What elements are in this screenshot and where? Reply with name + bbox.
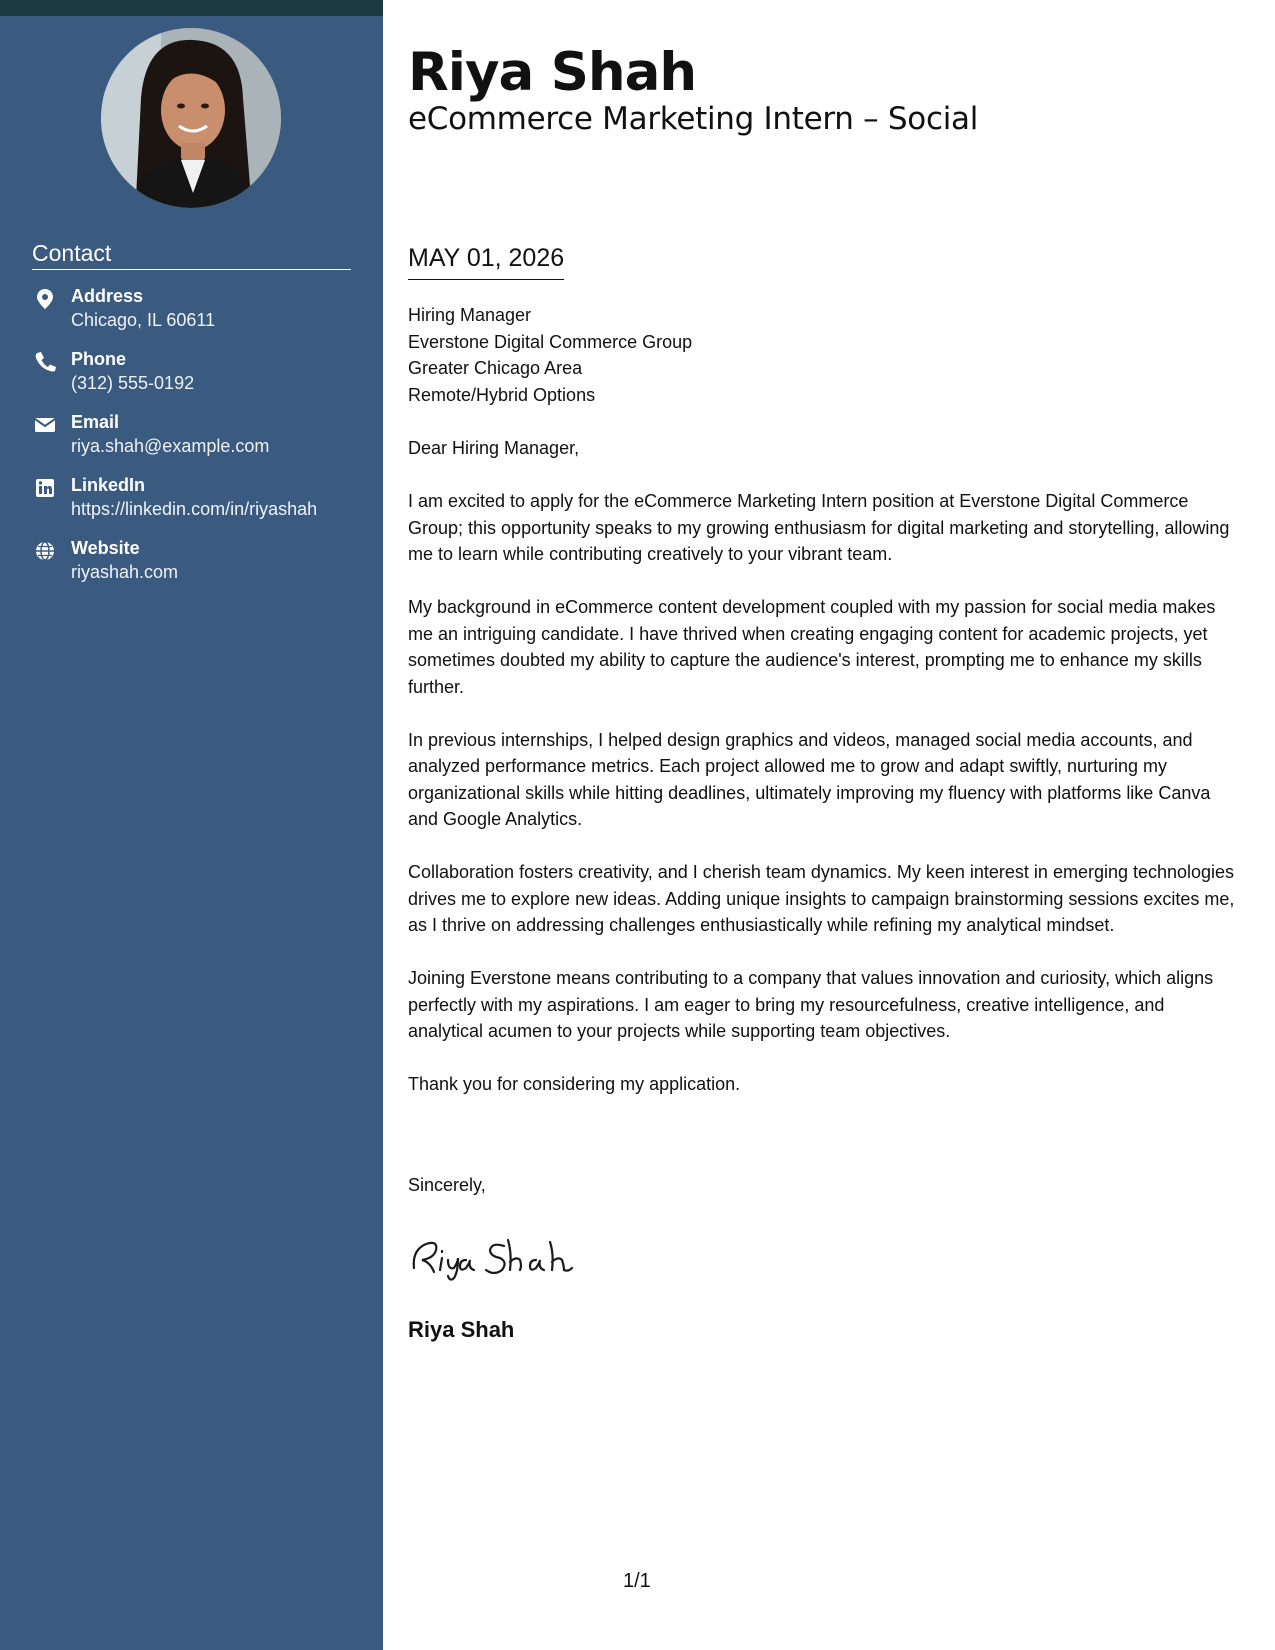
linkedin-icon	[32, 477, 58, 499]
body-paragraph: Thank you for considering my application.	[408, 1074, 741, 1094]
body-paragraph: My background in eCommerce content development coupled with my passion for social media makes me an intriguing candidate. I have thrived when creating engaging content for academic projects, yet sometimes doubted my ability to capture the audience's interest, prompting me to enhance my skills further.	[408, 597, 1216, 697]
page-number: 1/1	[623, 1570, 651, 1592]
letter-date: MAY 01, 2026	[408, 244, 564, 280]
body-paragraph: Joining Everstone means contributing to a company that values innovation and curiosity, which aligns perfectly with my aspirations. I am eager to bring my resourcefulness, creative intelligence, and analytical acumen to your projects while supporting team objectives.	[408, 968, 1214, 1041]
envelope-icon	[32, 414, 58, 436]
recipient-line: Hiring Manager	[408, 305, 532, 325]
signed-name: Riya Shah	[408, 1317, 515, 1342]
contact-label: LinkedIn	[71, 475, 146, 495]
contact-value: Chicago, IL 60611	[71, 310, 216, 330]
contact-label: Email	[71, 412, 120, 432]
applicant-name: Riya Shah	[408, 42, 697, 103]
salutation: Dear Hiring Manager,	[408, 438, 580, 458]
contact-label: Phone	[71, 349, 127, 369]
sidebar	[0, 0, 383, 1650]
applicant-role: eCommerce Marketing Intern – Social	[408, 101, 979, 137]
letter-body	[408, 435, 1238, 1124]
recipient-line: Everstone Digital Commerce Group	[408, 331, 693, 352]
sidebar-top-bar	[0, 0, 383, 16]
profile-photo-illustration	[101, 28, 281, 208]
contact-label: Address	[71, 286, 144, 306]
body-paragraph: In previous internships, I helped design graphics and videos, managed social media accounts, and analyzed performance metrics. Each project allowed me to grow and adapt swiftly, nurturing my organizational skills while hitting deadlines, ultimately improving my fluency with platforms like Canva and Google Analytics.	[408, 729, 1211, 829]
phone-icon	[32, 351, 58, 373]
location-pin-icon	[32, 288, 58, 310]
globe-icon	[32, 540, 58, 562]
contact-value: riyashah.com	[71, 562, 179, 582]
recipient-line: Greater Chicago Area	[408, 358, 583, 378]
contact-heading: Contact	[32, 240, 351, 270]
body-paragraph: I am excited to apply for the eCommerce Marketing Intern position at Everstone Digital Commerce Group; this opportunity speaks to my growing enthusiasm for digital marketing and storytelling, allowing me to learn while contributing creatively to your vibrant team.	[408, 491, 1230, 564]
contact-label: Website	[71, 538, 140, 558]
profile-photo	[101, 28, 281, 208]
contact-value: (312) 555-0192	[71, 373, 195, 393]
body-paragraph: Collaboration fosters creativity, and I cherish team dynamics. My keen interest in emerging technologies drives me to explore new ideas. Adding unique insights to campaign brainstorming sessions excites me, as I thrive on addressing challenges enthusiastically while refining my analytical mindset.	[408, 862, 1235, 935]
contact-value: https://linkedin.com/in/riyashah	[71, 499, 318, 519]
recipient-block	[408, 302, 692, 408]
closing: Sincerely,	[408, 1175, 486, 1195]
handwritten-signature	[408, 1232, 588, 1282]
recipient-line: Remote/Hybrid Options	[408, 384, 596, 405]
contact-value: riya.shah@example.com	[71, 436, 270, 456]
